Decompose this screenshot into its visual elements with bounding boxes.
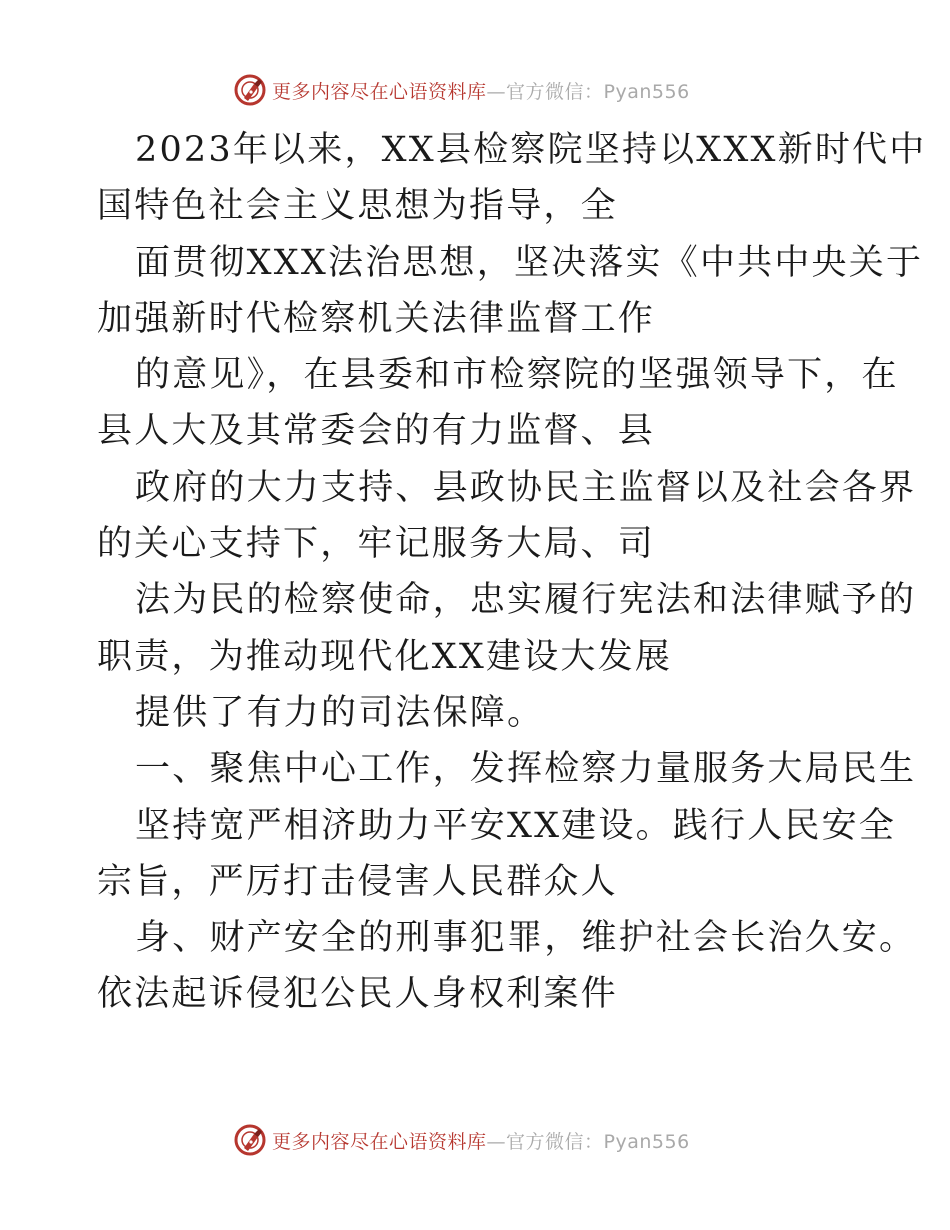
text-line: 职责，为推动现代化XX建设大发展 [97, 636, 673, 677]
footer-banner-separator: — [486, 1130, 507, 1153]
footer-banner-content[interactable] [232, 1120, 690, 1160]
footer-wechat-label: 官方微信： [506, 1130, 604, 1153]
header-wechat-label: 官方微信： [506, 80, 604, 103]
header-banner-content[interactable] [232, 70, 690, 110]
header-banner-title: 更多内容尽在心语资料库 [272, 80, 487, 103]
text-line: 的意见》，在县委和市检察院的坚强领导下，在 [135, 355, 899, 396]
text-line: 加强新时代检察机关法律监督工作 [97, 298, 656, 339]
text-line: 国特色社会主义思想为指导，全 [97, 186, 618, 227]
footer-banner-title: 更多内容尽在心语资料库 [272, 1130, 487, 1153]
text-line: 2023年以来，XX县检察院坚持以XXX新时代中 [135, 130, 927, 170]
section-heading: 一、聚焦中心工作，发挥检察力量服务大局民生 [135, 749, 917, 790]
footer-wechat-id: Pyan556 [603, 1130, 690, 1153]
text-line: 面贯彻XXX法治思想，坚决落实《中共中央关于 [135, 242, 924, 283]
text-line: 坚持宽严相济助力平安XX建设。践行人民安全 [135, 805, 897, 846]
document-body [97, 122, 927, 1023]
header-wechat-id: Pyan556 [603, 80, 690, 103]
text-line: 县人大及其常委会的有力监督、县 [97, 411, 656, 452]
pen-nib-circle-icon [232, 1122, 268, 1158]
text-line: 身、财产安全的刑事犯罪，维护社会长治久安。 [135, 918, 917, 959]
footer-banner [0, 1120, 950, 1160]
pen-nib-circle-icon [232, 72, 268, 108]
text-line: 宗旨，严厉打击侵害人民群众人 [97, 861, 618, 902]
text-line: 的关心支持下，牢记服务大局、司 [97, 524, 656, 565]
header-banner [0, 70, 950, 110]
text-line: 依法起诉侵犯公民人身权利案件 [97, 974, 618, 1015]
text-line: 政府的大力支持、县政协民主监督以及社会各界 [135, 467, 917, 508]
text-line: 法为民的检察使命，忠实履行宪法和法律赋予的 [135, 580, 917, 621]
header-banner-separator: — [486, 80, 507, 103]
text-line: 提供了有力的司法保障。 [135, 692, 545, 733]
